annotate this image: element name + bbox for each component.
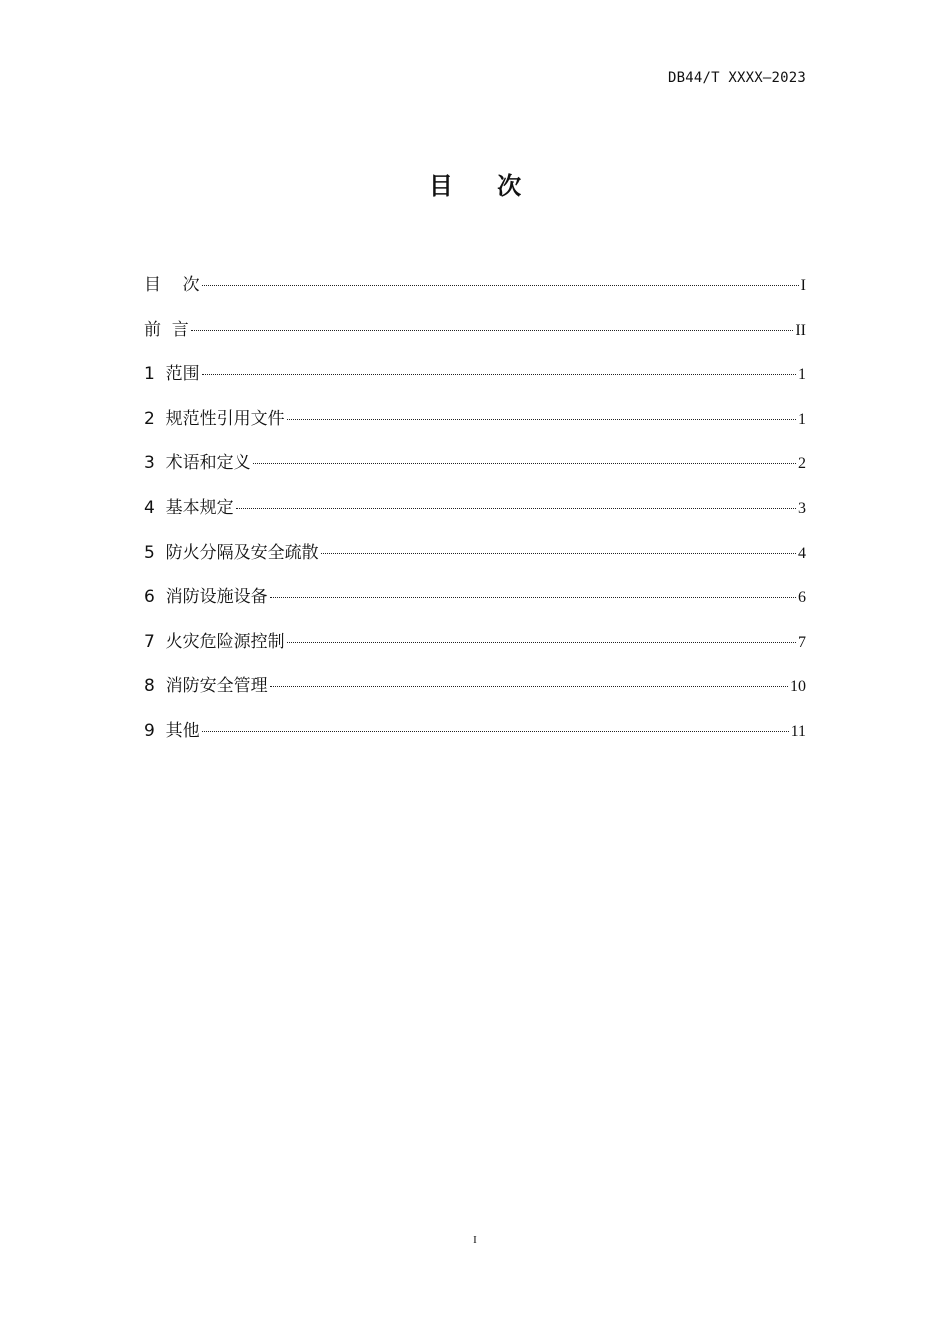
toc-entry-label: 3 术语和定义 [144,453,251,474]
toc-entry-label: 2 规范性引用文件 [144,408,285,429]
toc-entry-basic-provisions[interactable] [144,493,806,538]
toc-entry-page: 1 [798,410,806,428]
toc-entry-label: 8 消防安全管理 [144,676,268,697]
toc-entry-page: 7 [798,633,806,651]
toc-entry-label: 前 言 [144,319,189,340]
toc-entry-fire-separation[interactable] [144,538,806,583]
toc-entry-label: 5 防火分隔及安全疏散 [144,542,319,563]
dot-leader [253,463,796,464]
toc-entry-page: 6 [798,589,806,607]
toc-entry-fire-hazard-control[interactable] [144,627,806,672]
toc-entry-other[interactable] [144,716,806,761]
toc-entry-label: 目 次 [144,275,200,295]
toc-entry-page: 2 [798,455,806,473]
toc-entry-page: 4 [798,544,806,562]
dot-leader [287,419,796,420]
standard-code: DB44/T XXXX—2023 [667,70,806,86]
toc-entry-contents[interactable] [144,270,806,315]
toc-entry-fire-safety-management[interactable] [144,671,806,716]
dot-leader [287,642,796,643]
dot-leader [202,731,789,732]
toc-entry-terms-definitions[interactable] [144,448,806,493]
page-number: I [473,1234,477,1246]
toc-entry-foreword[interactable] [144,315,806,360]
dot-leader [202,374,796,375]
toc-title: 目 次 [428,172,522,200]
toc-entry-label: 4 基本规定 [144,497,234,518]
toc-entry-page: II [795,321,806,339]
dot-leader [202,285,799,286]
toc-entry-label: 7 火灾危险源控制 [144,631,285,652]
toc-entry-page: I [800,277,806,294]
dot-leader [191,330,794,331]
toc-entry-label: 6 消防设施设备 [144,587,268,608]
toc-entry-page: 1 [798,366,806,384]
dot-leader [236,508,796,509]
toc-entry-fire-equipment[interactable] [144,582,806,627]
toc-entry-label: 9 其他 [144,720,200,741]
toc-entry-label: 1 范围 [144,364,200,385]
toc-entry-page: 10 [790,678,806,696]
toc-entry-page: 3 [798,499,806,517]
toc-entry-page: 11 [790,722,806,740]
dot-leader [270,597,796,598]
dot-leader [270,686,788,687]
toc-list [144,270,806,761]
toc-entry-scope[interactable] [144,359,806,404]
dot-leader [321,553,796,554]
toc-entry-normative-references[interactable] [144,404,806,449]
